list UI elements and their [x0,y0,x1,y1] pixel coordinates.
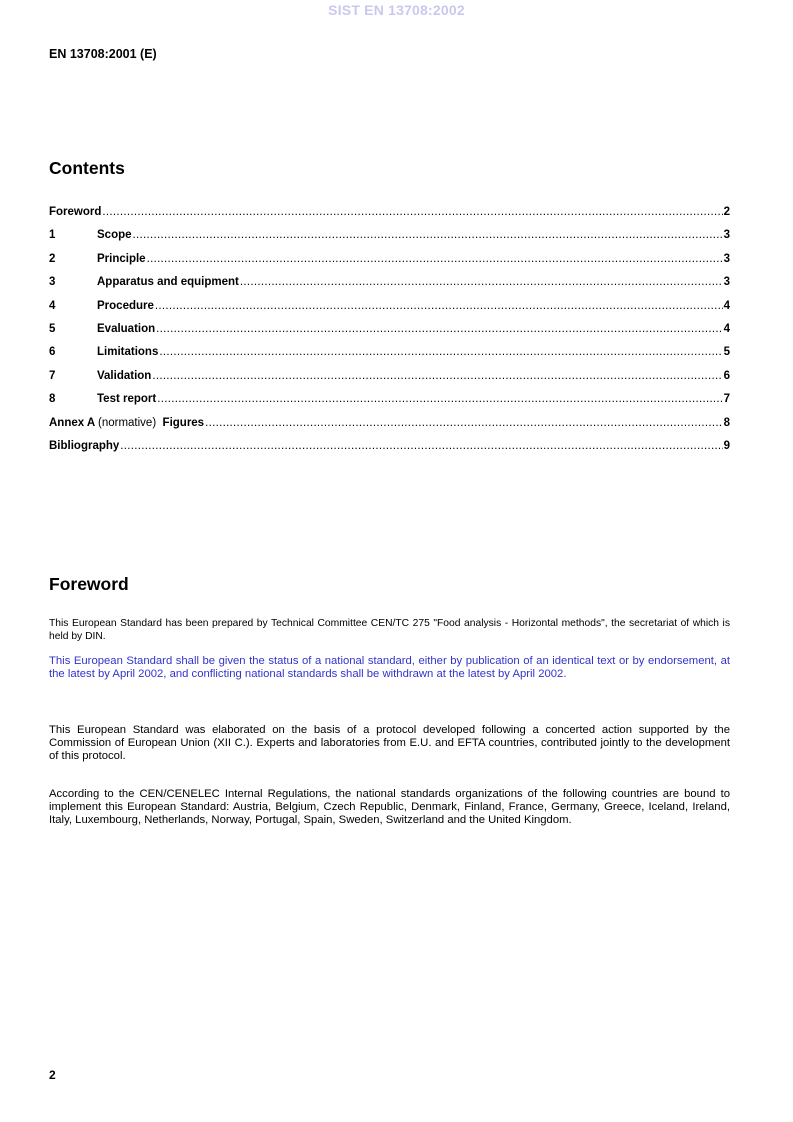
toc-page: 4 [723,322,730,335]
toc-entry-principle[interactable] [49,253,730,276]
toc-entry-foreword[interactable] [49,206,730,229]
toc-label[interactable]: Apparatus and equipment [97,276,239,289]
toc-label[interactable]: Foreword [49,206,102,218]
toc-page: 3 [723,276,730,289]
toc-label[interactable]: Limitations [97,346,159,359]
toc-page: 9 [723,439,730,452]
foreword-paragraph: This European Standard was elaborated on the basis of a protocol developed following a concerted action supported by the Commission of European Union (XII C.). Experts and laboratories from E.U. and EFTA countries, contributed jointly to the development of this protocol. [49,724,730,762]
foreword-paragraph-status: This European Standard shall be given the status of a national standard, either by publication of an identical text or by endorsement, at the latest by April 2002, and conflicting national standards shall be withdrawn at the latest by April 2002. [49,655,730,680]
toc-page: 5 [723,346,730,359]
toc-label[interactable] [49,417,204,429]
annex-qualifier: (normative) [98,416,157,429]
table-of-contents [49,206,730,463]
toc-number: 3 [49,276,56,289]
toc-page: 6 [723,369,730,382]
toc-page: 4 [723,299,730,312]
toc-entry-bibliography[interactable] [49,440,730,463]
toc-number: 7 [49,369,56,382]
toc-label[interactable]: Validation [97,369,152,382]
toc-page: 3 [723,252,730,265]
toc-leader [240,276,723,288]
toc-page: 3 [723,229,730,242]
toc-entry-limitations[interactable] [49,346,730,369]
toc-page: 8 [723,416,730,429]
toc-leader [159,346,722,358]
toc-label[interactable]: Evaluation [97,322,156,335]
toc-entry-procedure[interactable] [49,300,730,323]
toc-leader [133,229,723,241]
toc-leader [152,370,722,382]
toc-leader [205,417,723,429]
toc-leader [102,206,722,218]
toc-number: 5 [49,322,56,335]
foreword-paragraph: According to the CEN/CENELEC Internal Regulations, the national standards organizations of the following countries are bound to implement this European Standard: Austria, Belgium, Czech Republic, Denmark, Finland, France, Germany, Greece, Iceland, Ireland, Italy, Luxembourg, Netherlands, Norway, Portugal, Spain, Sweden, Switzerland and the United Kingdom. [49,788,730,826]
toc-number: 4 [49,299,56,312]
toc-entry-scope[interactable] [49,229,730,252]
page-number: 2 [49,1068,56,1082]
toc-leader [120,440,722,452]
toc-label[interactable]: Test report [97,393,157,406]
contents-heading: Contents [49,158,125,178]
toc-label[interactable]: Bibliography [49,439,120,452]
toc-leader [147,253,723,265]
watermark: SIST EN 13708:2002 [328,2,465,18]
toc-label[interactable]: Procedure [97,299,154,312]
toc-number: 2 [49,252,56,265]
toc-label[interactable]: Scope [97,229,132,242]
toc-number: 6 [49,346,56,359]
annex-title: Figures [162,416,205,429]
toc-leader [155,300,723,312]
foreword-heading: Foreword [49,574,129,594]
annex-label: Annex A [49,416,95,429]
foreword-paragraph: This European Standard has been prepared by Technical Committee CEN/TC 275 "Food analysis - Horizontal methods", the secretariat of which is held by DIN. [49,618,730,642]
toc-page: 7 [723,393,730,406]
toc-leader [156,323,722,335]
toc-leader [157,393,722,405]
toc-entry-annex-a[interactable] [49,417,730,440]
toc-entry-evaluation[interactable] [49,323,730,346]
toc-entry-test-report[interactable] [49,393,730,416]
document-id: EN 13708:2001 (E) [49,47,157,61]
toc-number: 8 [49,393,56,406]
toc-entry-validation[interactable] [49,370,730,393]
toc-number: 1 [49,229,56,242]
toc-entry-apparatus[interactable] [49,276,730,299]
toc-label[interactable]: Principle [97,252,146,265]
toc-page: 2 [723,206,730,218]
